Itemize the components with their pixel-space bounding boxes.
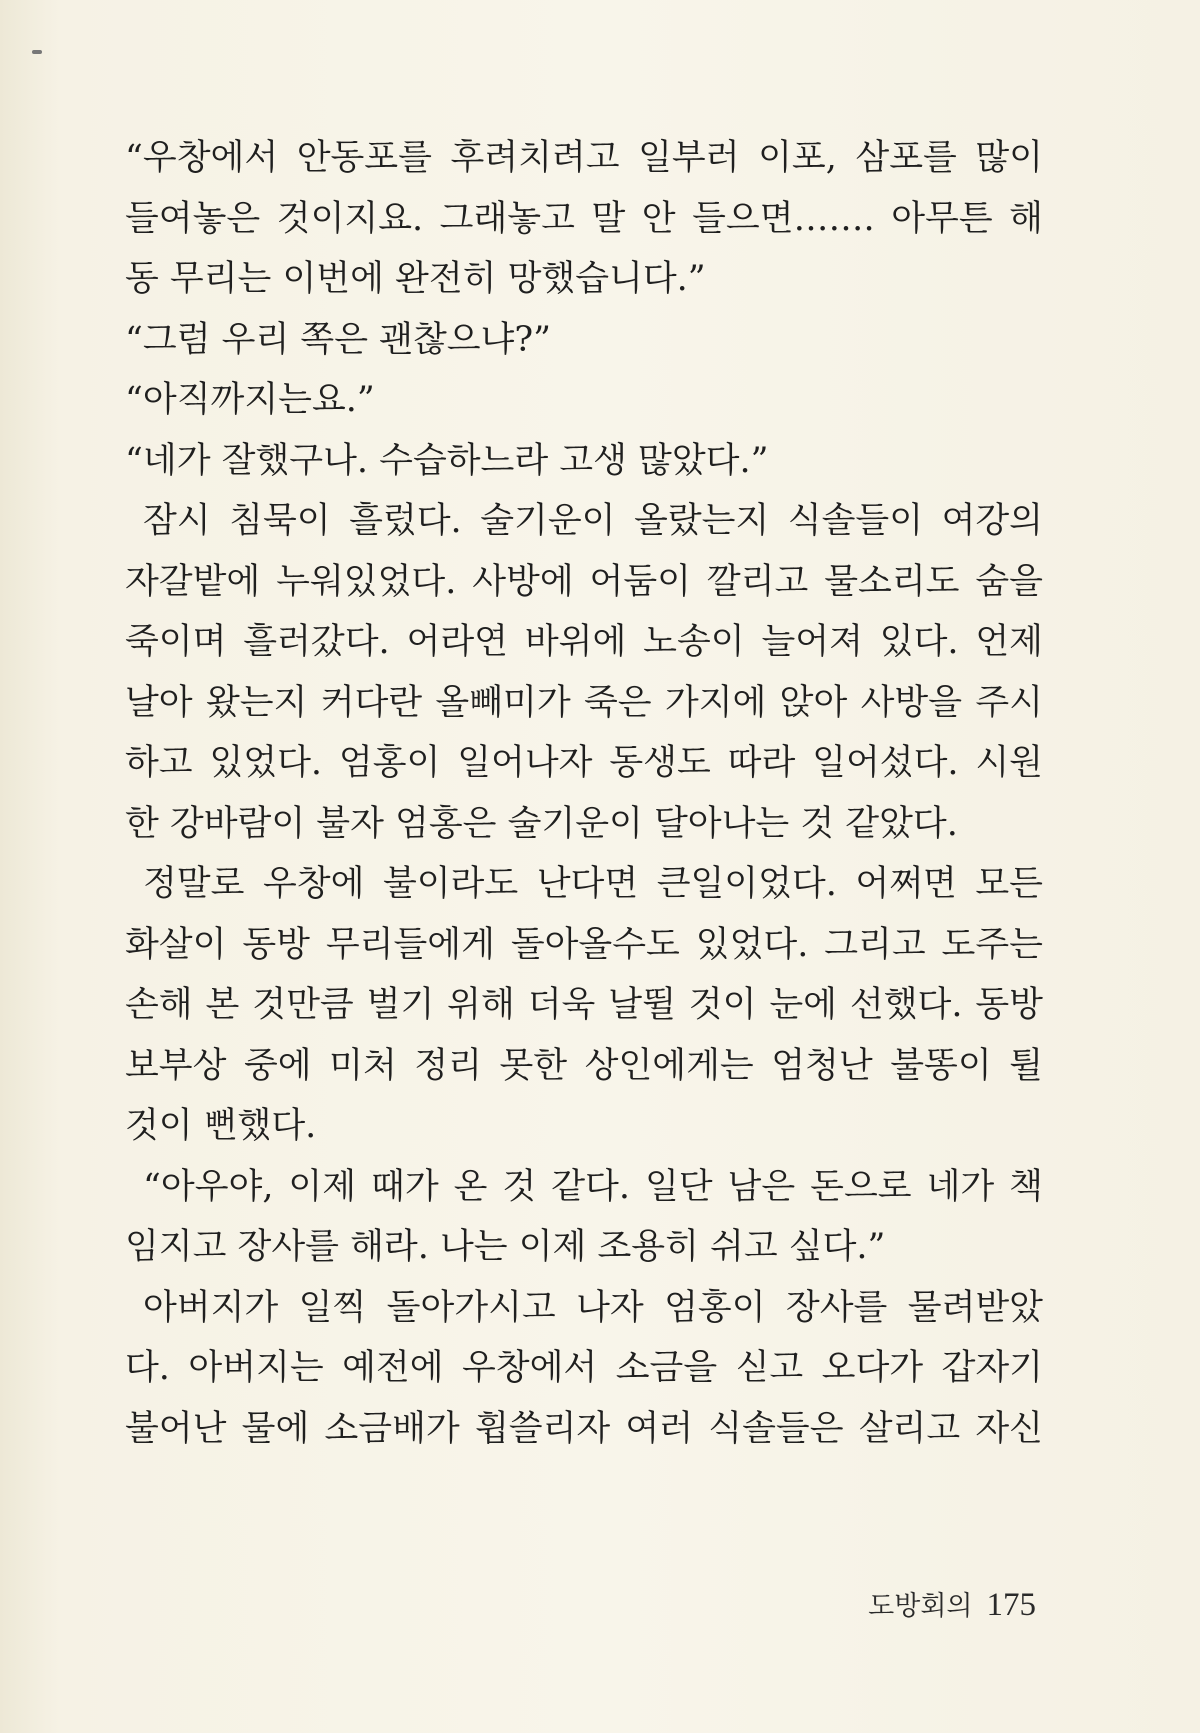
- text-line-16: 보부상 중에 미처 정리 못한 상인에게는 엄청난 불똥이 튈: [125, 1045, 1043, 1086]
- text-line-15: 손해 본 것만큼 벌기 위해 더욱 날뛸 것이 눈에 선했다. 동방: [125, 985, 1043, 1025]
- text-line-10: 날아 왔는지 커다란 올빼미가 죽은 가지에 앉아 사방을 주시: [125, 682, 1043, 723]
- page-number: 175: [986, 1587, 1036, 1623]
- text-line-1: “우창에서 안동포를 후려치려고 일부러 이포, 삼포를 많이: [125, 138, 1043, 178]
- text-line-13: 정말로 우창에 불이라도 난다면 큰일이었다. 어쩌면 모든: [143, 864, 1043, 904]
- text-line-20: 아버지가 일찍 돌아가시고 나자 엄홍이 장사를 물려받았: [143, 1287, 1043, 1328]
- corner-mark: [32, 50, 42, 54]
- text-line-12: 한 강바람이 불자 엄홍은 술기운이 달아나는 것 같았다.: [125, 803, 958, 844]
- text-line-9: 죽이며 흘러갔다. 어라연 바위에 노송이 늘어져 있다. 언제: [125, 622, 1043, 662]
- text-line-22: 불어난 물에 소금배가 휩쓸리자 여러 식솔들은 살리고 자신: [125, 1408, 1043, 1449]
- text-line-14: 화살이 동방 무리들에게 돌아올수도 있었다. 그리고 도주는: [125, 924, 1043, 965]
- text-line-19: 임지고 장사를 해라. 나는 이제 조용히 쉬고 싶다.”: [125, 1227, 886, 1267]
- text-line-2: 들여놓은 것이지요. 그래놓고 말 안 들으면……. 아무튼 해: [125, 198, 1043, 239]
- text-line-5: “아직까지는요.”: [125, 380, 375, 420]
- text-line-11: 하고 있었다. 엄홍이 일어나자 동생도 따라 일어섰다. 시원: [125, 743, 1043, 783]
- body-text: [125, 128, 1043, 1459]
- chapter-title: 도방회의: [868, 1591, 973, 1622]
- text-line-17: 것이 뻔했다.: [125, 1106, 317, 1146]
- text-line-8: 자갈밭에 누워있었다. 사방에 어둠이 깔리고 물소리도 숨을: [125, 561, 1043, 602]
- text-line-6: “네가 잘했구나. 수습하느라 고생 많았다.”: [125, 440, 769, 481]
- text-line-4: “그럼 우리 쪽은 괜찮으냐?”: [125, 319, 552, 360]
- text-line-3: 동 무리는 이번에 완전히 망했습니다.”: [125, 259, 706, 299]
- page-footer: [868, 1584, 1036, 1624]
- text-line-7: 잠시 침묵이 흘렀다. 술기운이 올랐는지 식솔들이 여강의: [143, 501, 1043, 541]
- text-line-21: 다. 아버지는 예전에 우창에서 소금을 싣고 오다가 갑자기: [125, 1348, 1043, 1388]
- text-line-18: “아우야, 이제 때가 온 것 같다. 일단 남은 돈으로 네가 책: [143, 1166, 1043, 1207]
